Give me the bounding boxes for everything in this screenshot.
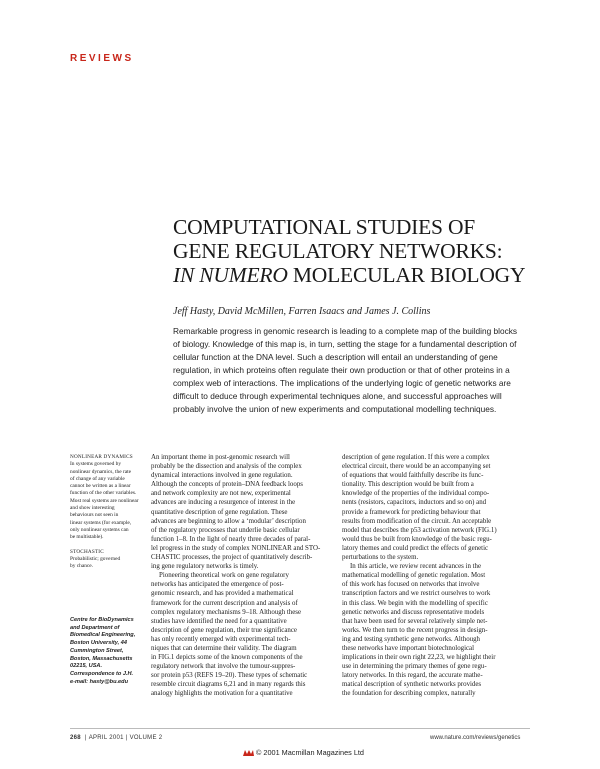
body-text-line: quantitative description of gene regulation. These bbox=[151, 508, 288, 516]
body-text-line: complex regulatory mechanisms 9–18. Although these bbox=[151, 608, 302, 616]
title-rest-part: MOLECULAR BIOLOGY bbox=[287, 263, 526, 287]
copyright-text: © 2001 Macmillan Magazines Ltd bbox=[256, 748, 364, 757]
abstract-line: probably involve the union of new experiments and computational modelling techniques. bbox=[173, 404, 497, 414]
body-text-line: lel progress in the study of complex NONLINEAR and STO- bbox=[151, 544, 321, 552]
body-text-line: model that describes the p53 activation network (FIG.1) bbox=[342, 526, 497, 534]
abstract-line: complex web of interactions. The implications of the underlying logic of genetic networks are bbox=[173, 378, 511, 388]
affiliation-line: Centre for BioDynamics bbox=[70, 617, 134, 623]
glossary-def-line: linear systems (for example, bbox=[70, 519, 132, 526]
body-text-line: in this class. We begin with the modelling of specific bbox=[342, 599, 488, 607]
body-text-line: description of gene regulation, their true significance bbox=[151, 626, 297, 634]
abstract-line: of biology. Knowledge of this map is, in turn, setting the stage for a fundamental description of bbox=[173, 339, 517, 349]
body-text-line: of this work has focused on networks that involve bbox=[342, 581, 480, 589]
glossary-def-line: only nonlinear systems can bbox=[70, 526, 129, 533]
body-text-line: In this article, we review recent advances in the bbox=[350, 563, 482, 571]
abstract bbox=[173, 325, 535, 416]
title-italic-part: IN NUMERO bbox=[173, 263, 288, 287]
glossary-sidebar bbox=[70, 454, 150, 570]
body-text-line: An important theme in post-genomic research will bbox=[151, 454, 290, 461]
body-text-line: tionality. This description would be built from a bbox=[342, 481, 474, 489]
issue-info: | bbox=[82, 735, 89, 741]
body-text-line: advances are beginning to allow a ‘modular’ description bbox=[151, 517, 306, 525]
body-text-line: has only recently emerged with experimental tech- bbox=[151, 635, 291, 643]
body-text-line: mathematical modelling of genetic regulation. Most bbox=[342, 572, 486, 580]
glossary-term-stochastic: STOCHASTIC bbox=[70, 548, 104, 555]
affiliation-line: e-mail: hasty@bu.edu bbox=[70, 678, 128, 685]
glossary-def-nonlinear bbox=[70, 461, 150, 541]
abstract-line: difficult to deduce through experimental techniques alone, and successful approaches will bbox=[173, 391, 502, 401]
glossary-def-line: In systems governed by bbox=[70, 461, 122, 468]
body-text-line: the foundation for describing complex, naturally bbox=[342, 690, 476, 698]
body-text-line: latory networks. In this regard, the accurate mathe- bbox=[342, 672, 483, 680]
body-text-line: ing gene regulatory networks is timely. bbox=[151, 563, 259, 571]
affiliation-line: and Department of bbox=[70, 624, 120, 631]
body-text-line: use in determining the primary themes of gene regu- bbox=[342, 663, 487, 671]
glossary-def-line: cannot be written as a linear bbox=[70, 483, 131, 490]
affiliation-line: Cummington Street, bbox=[70, 647, 124, 654]
affiliation-line: 02215, USA. bbox=[70, 663, 103, 670]
footer-issue bbox=[70, 735, 162, 741]
body-text-line: analogy highlights the motivation for a quantitative bbox=[151, 690, 293, 698]
body-text-line: results from modification of the circuit. An acceptable bbox=[342, 517, 492, 525]
body-text-line: knowledge of the properties of the individual compo- bbox=[342, 490, 490, 498]
article-title bbox=[173, 215, 573, 287]
title-line-3 bbox=[173, 263, 573, 287]
body-column-1 bbox=[151, 453, 339, 699]
body-column-2 bbox=[342, 453, 530, 699]
body-text-line: of equations that would faithfully describe its func- bbox=[342, 472, 484, 480]
body-text-line: sor protein p53 (REFS 19–20). These types of schematic bbox=[151, 672, 308, 680]
authors: Jeff Hasty, David McMillen, Farren Isaacs and James J. Collins bbox=[173, 306, 431, 317]
body-text-line: advances are inducing a resurgence of interest in the bbox=[151, 499, 296, 507]
affiliation-line: Correspondence to J.H. bbox=[70, 670, 134, 677]
body-text-line: niques that can determine their validity. The diagram bbox=[151, 644, 297, 652]
glossary-def-line: behaviours not seen in bbox=[70, 512, 119, 519]
body-text-line: ing and testing synthetic gene networks. Although bbox=[342, 635, 480, 643]
body-text-line: transcription factors and we restrict ourselves to work bbox=[342, 590, 491, 598]
body-text-line: function 1–8. In the light of nearly three decades of paral- bbox=[151, 535, 311, 543]
body-text-line: in FIG.1 depicts some of the known components of the bbox=[151, 654, 303, 662]
macmillan-logo-icon bbox=[243, 748, 254, 756]
affiliation-line: Boston, Massachusetts bbox=[70, 655, 133, 662]
footer-rule bbox=[70, 728, 530, 729]
glossary-def-line: by chance. bbox=[70, 563, 94, 570]
body-text-line: and network complexity are not new, experimental bbox=[151, 490, 291, 498]
glossary-term-nonlinear: NONLINEAR DYNAMICS bbox=[70, 454, 133, 460]
affiliation-line: Biomedical Engineering, bbox=[70, 632, 136, 639]
title-line-2: GENE REGULATORY NETWORKS: bbox=[173, 239, 503, 263]
issue-text: APRIL 2001 | VOLUME 2 bbox=[88, 735, 163, 741]
glossary-def-line: Most real systems are nonlinear bbox=[70, 497, 139, 504]
body-text-line: would thus be built from knowledge of the basic regu- bbox=[342, 535, 492, 543]
glossary-def-line: of change of any variable bbox=[70, 475, 125, 482]
affiliation-line: Boston University, 44 bbox=[70, 640, 127, 647]
body-text-line: studies have identified the need for a quantitative bbox=[151, 617, 287, 625]
body-text-line: nents (resistors, capacitors, inductors and so on) and bbox=[342, 499, 487, 507]
body-text-line: regulatory network that involve the tumour-suppres- bbox=[151, 663, 296, 671]
glossary-def-line: be multistable). bbox=[70, 534, 104, 541]
abstract-line: regulation, in which proteins often regulate their own production or that of other proteins in a bbox=[173, 365, 510, 375]
abstract-line: cellular function at the DNA level. Such a description will entail an understanding of gene bbox=[173, 352, 498, 362]
glossary-def-line: Probabilistic; governed bbox=[70, 555, 121, 562]
body-text-line: genetic networks and discuss representative models bbox=[342, 608, 485, 616]
body-text-line: works. We then turn to the recent progress in design- bbox=[342, 626, 488, 634]
body-text-line: probably be the dissection and analysis of the complex bbox=[151, 463, 302, 471]
body-text-line: matical description of synthetic networks provides bbox=[342, 681, 482, 689]
body-text-line: networks has anticipated the emergence of post- bbox=[151, 581, 284, 589]
body-text-line: dynamical interactions involved in gene regulation. bbox=[151, 472, 293, 480]
section-label: REVIEWS bbox=[70, 53, 134, 64]
glossary-def-line: function of the other variables. bbox=[70, 490, 137, 497]
glossary-def-stochastic bbox=[70, 556, 150, 571]
body-text-line: genomic research, and has provided a mathematical bbox=[151, 590, 294, 598]
glossary-def-line: nonlinear dynamics, the rate bbox=[70, 468, 132, 475]
body-text-line: perturbations to the system. bbox=[342, 554, 419, 562]
body-text-line: that have been used for several relatively simple net- bbox=[342, 617, 488, 625]
page-number: 268 bbox=[70, 735, 81, 741]
body-text-line: of the regulatory processes that underlie basic cellular bbox=[151, 526, 300, 534]
author-affiliation bbox=[70, 617, 150, 686]
body-text-line: implications in their own right 22,23, we highlight their bbox=[342, 654, 496, 662]
body-text-line: resemble circuit diagrams 6,21 and in many regards this bbox=[151, 681, 306, 689]
abstract-line: Remarkable progress in genomic research is leading to a complete map of the building blocks bbox=[173, 326, 518, 336]
body-text-line: provide a framework for predicting behaviour that bbox=[342, 508, 481, 516]
body-text-line: Although the concepts of protein–DNA feedback loops bbox=[151, 481, 303, 489]
footer-url[interactable]: www.nature.com/reviews/genetics bbox=[430, 735, 521, 741]
body-text-line: Pioneering theoretical work on gene regulatory bbox=[159, 572, 289, 580]
body-text-line: description of gene regulation. If this were a complex bbox=[342, 454, 490, 461]
footer-copyright bbox=[243, 748, 364, 757]
glossary-def-line: and show interesting bbox=[70, 505, 115, 512]
body-text-line: CHASTIC processes, the project of quantitatively describ- bbox=[151, 554, 313, 562]
title-line-1: COMPUTATIONAL STUDIES OF bbox=[173, 215, 476, 239]
body-text-line: these networks have important biotechnological bbox=[342, 644, 475, 652]
body-text-line: framework for the current description and analysis of bbox=[151, 599, 298, 607]
body-text-line: latory themes and could predict the effects of genetic bbox=[342, 544, 489, 552]
body-text-line: electrical circuit, there would be an accompanying set bbox=[342, 463, 491, 471]
